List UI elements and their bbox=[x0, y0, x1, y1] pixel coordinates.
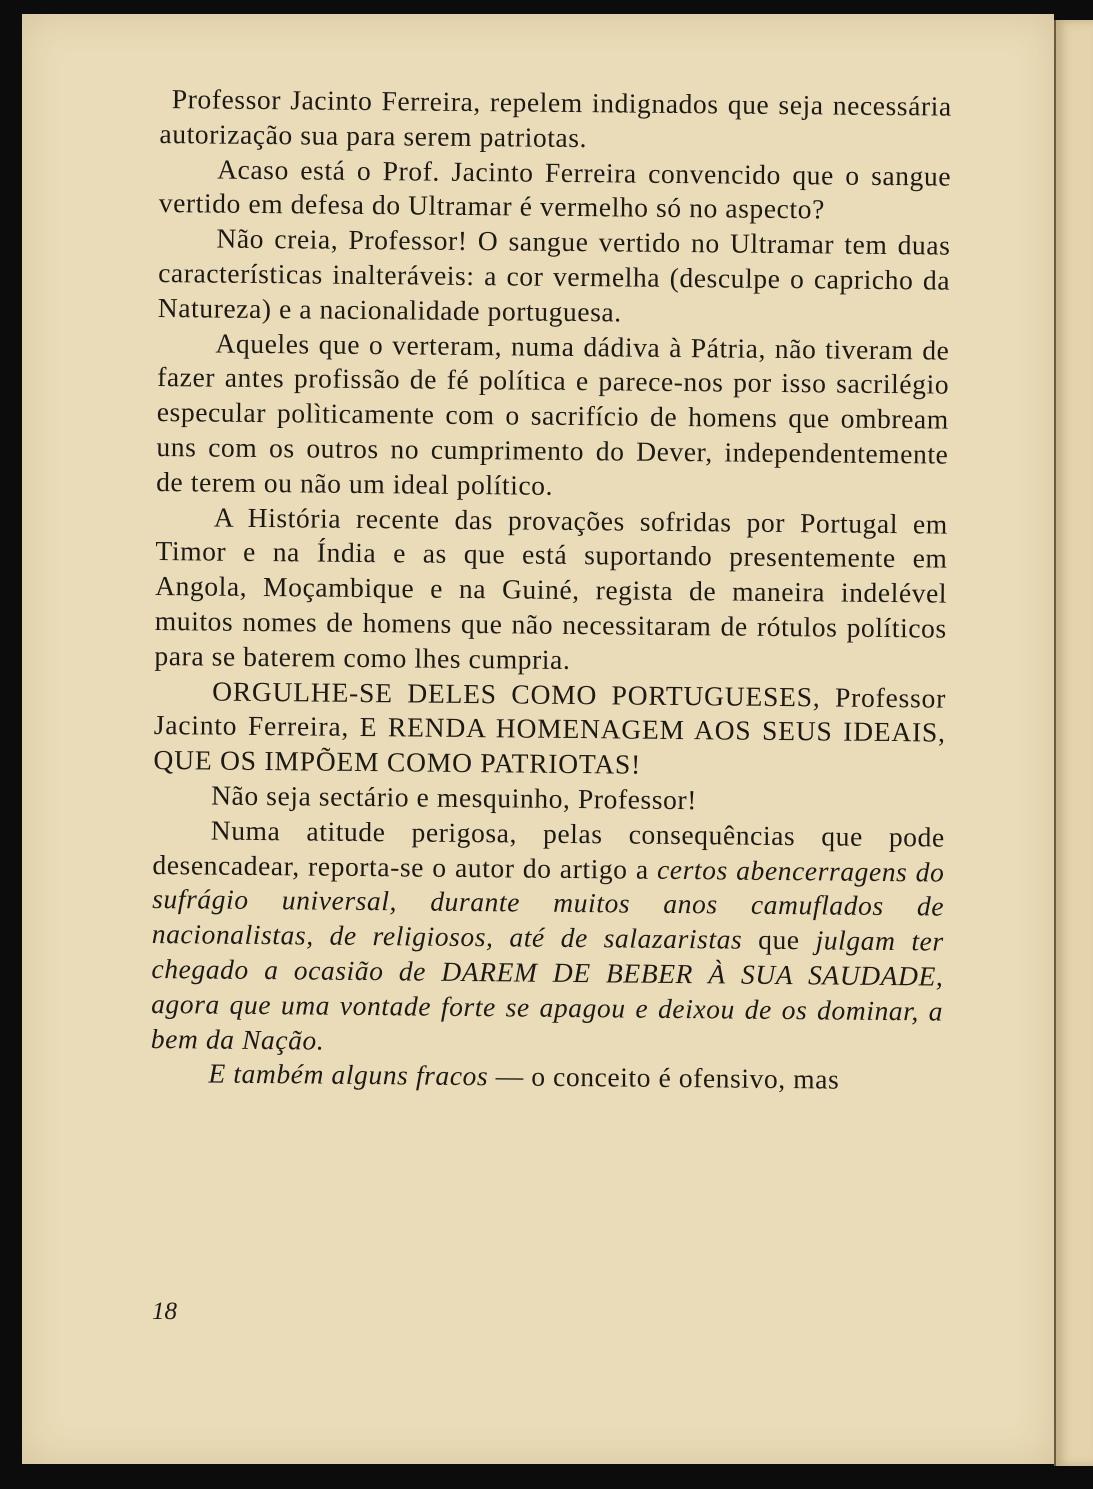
paragraph-8-italic-2: julgam ter chegado a ocasião de DAREM DE BEBER À SUA SAUDADE, agora que uma vontade forte se apagou e deixou de os dominar, a bem da Nação. bbox=[150, 924, 944, 1056]
paragraph-8 bbox=[151, 813, 945, 1064]
paragraph-6: ORGULHE-SE DELES COMO PORTUGUESES, Professor Jacinto Ferreira, E RENDA HOMENAGEM AOS SEUS IDEAIS, QUE OS IMPÕEM COMO PATRIOTAS! bbox=[153, 675, 947, 780]
paragraph-1: Professor Jacinto Ferreira, repelem indignados que seja necessária autorização sua para serem patriotas. bbox=[159, 83, 952, 153]
paragraph-9-italic: E também alguns fracos bbox=[208, 1057, 489, 1092]
paragraph-8-lead: Numa atitude perigosa, pelas consequências que pode desencadear, reporta-se o autor do artigo a bbox=[152, 814, 945, 885]
paragraph-8-mid: que bbox=[742, 923, 816, 956]
paragraph-5: A História recente das provações sofridas por Portugal em Timor e na Índia e as que está suportando presentemente em Angola, Moçambique e na Guiné, regista de maneira indelével muitos nomes de homens que não necessitaram de rótulos políticos para se baterem como lhes cumpria. bbox=[154, 501, 948, 675]
next-page-edge bbox=[1054, 20, 1093, 1466]
page-number: 18 bbox=[152, 1298, 177, 1325]
paragraph-3: Não creia, Professor! O sangue vertido no Ultramar tem duas características inalteráveis: a cor vermelha (desculpe o capricho da Natureza) e a nacionalidade portuguesa. bbox=[157, 222, 951, 328]
paragraph-2: Acaso está o Prof. Jacinto Ferreira convencido que o sangue vertido em defesa do Ultramar é vermelho só no aspecto? bbox=[158, 153, 952, 225]
body-text bbox=[150, 82, 952, 1099]
paragraph-7: Não seja sectário e mesquinho, Professor! bbox=[211, 779, 698, 816]
paragraph-4: Aqueles que o verteram, numa dádiva à Pátria, não tiveram de fazer antes profissão de fé política e parece-nos por isso sacrilégio especular polìticamente com o sacrifício de homens que ombream uns com os outros no cumprimento do Dever, independentemente de terem ou não um ideal político. bbox=[156, 327, 950, 501]
paragraph-8-italic-1: certos abencerragens do sufrágio universal, durante muitos anos camuflados de nacionalistas, de religiosos, até de salazaristas bbox=[151, 853, 945, 955]
paragraph-9-rest: — o conceito é ofensivo, mas bbox=[488, 1060, 840, 1095]
